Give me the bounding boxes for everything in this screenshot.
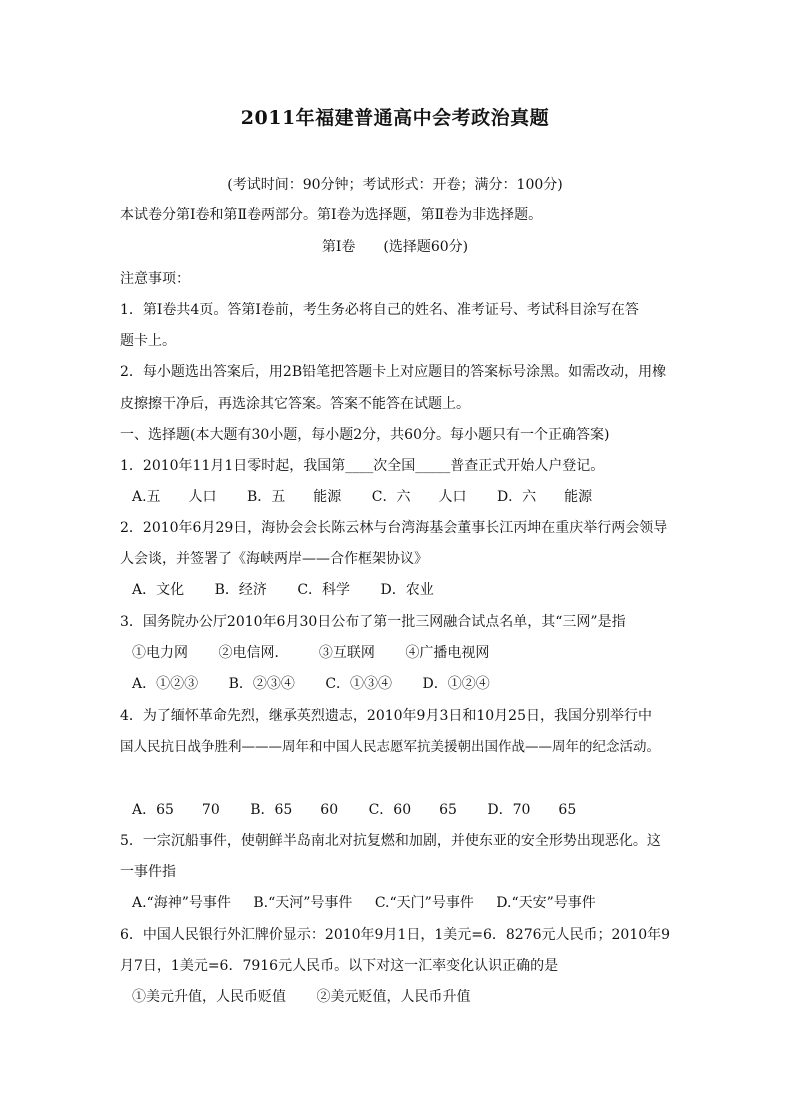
question-6-stem-line-1: 6．中国人民银行外汇牌价显示：2010年9月1日，1美元=6．8276元人民币；2010年9 [120, 927, 671, 943]
question-1-option-d: D．六 能源 [496, 489, 593, 505]
question-5-stem-line-1: 5．一宗沉船事件，使朝鲜半岛南北对抗复燃和加剧，并使东亚的安全形势出现恶化。这 [120, 833, 661, 849]
question-3-statements [132, 643, 489, 663]
question-4-stem-line-2: 国人民抗日战争胜利———周年和中国人民志愿军抗美援朝出国作战——周年的纪念活动。 [120, 739, 660, 755]
notice-1-line-1: 1．第Ⅰ卷共4页。答第Ⅰ卷前，考生务必将自己的姓名、准考证号、考试科目涂写在答 [120, 302, 639, 318]
question-3-options [132, 674, 490, 694]
question-5-option-d: D.“天安”号事件 [496, 895, 596, 911]
section-1-heading: 一、选择题(本大题有30小题，每小题2分，共60分。每小题只有一个正确答案) [120, 427, 610, 443]
question-4-option-a: A．65 70 [132, 802, 220, 818]
question-2-option-c: C．科学 [297, 582, 351, 598]
question-2-option-a: A．文化 [132, 582, 185, 598]
question-3-statement-2: ②电信网． [218, 645, 289, 661]
part1-heading: 第Ⅰ卷 (选择题60分) [321, 239, 469, 255]
question-3-option-b: B．②③④ [228, 676, 295, 692]
question-4-stem-line-1: 4．为了缅怀革命先烈，继承英烈遗志，2010年9月3日和10月25日，我国分别举行中 [120, 708, 652, 724]
question-1-options [132, 487, 592, 507]
question-4-option-b: B．65 60 [250, 802, 339, 818]
question-1-option-a: A.五 人口 [132, 489, 217, 505]
question-2-stem-line-2: 人会谈，并签署了《海峡两岸——合作框架协议》 [120, 551, 428, 567]
paper-structure: 本试卷分第Ⅰ卷和第Ⅱ卷两部分。第Ⅰ卷为选择题，第Ⅱ卷为非选择题。 [120, 207, 543, 223]
question-3-statement-3: ③互联网 [318, 645, 375, 661]
question-3-option-a: A．①②③ [132, 676, 199, 692]
question-4-options [132, 800, 576, 820]
question-4-option-d: D．70 65 [487, 802, 577, 818]
notice-2-line-1: 2．每小题选出答案后，用2B铅笔把答题卡上对应题目的答案标号涂黑。如需改动，用橡 [120, 364, 667, 380]
question-3-option-d: D．①②④ [422, 676, 490, 692]
question-3-statement-1: ①电力网 [132, 645, 188, 661]
notice-title: 注意事项： [120, 271, 190, 287]
question-3-statement-4: ④广播电视网 [405, 645, 490, 661]
exam-info: (考试时间：90分钟；考试形式：开卷；满分：100分) [227, 177, 563, 193]
question-5-option-a: A.“海神”号事件 [132, 895, 231, 911]
question-2-option-d: D．农业 [380, 582, 434, 598]
question-6-statement-1: ①美元升值，人民币贬值 [132, 989, 286, 1005]
question-5-option-c: C.“天门”号事件 [374, 895, 474, 911]
question-5-options [132, 893, 596, 913]
page-title: 2011年福建普通高中会考政治真题 [240, 107, 550, 129]
question-6-statements [132, 987, 470, 1007]
notice-1-line-2: 题卡上。 [120, 333, 176, 349]
question-5-option-b: B.“天河”号事件 [253, 895, 353, 911]
question-1-option-c: C．六 人口 [371, 489, 467, 505]
question-5-stem-line-2: 一事件指 [120, 864, 176, 880]
question-2-option-b: B．经济 [214, 582, 267, 598]
question-4-option-c: C．60 65 [368, 802, 457, 818]
question-1-option-b: B．五 能源 [247, 489, 342, 505]
question-3-option-c: C．①③④ [325, 676, 393, 692]
notice-2-line-2: 皮擦擦干净后，再选涂其它答案。答案不能答在试题上。 [120, 396, 470, 412]
question-6-stem-line-2: 月7日，1美元=6．7916元人民币。以下对这一汇率变化认识正确的是 [120, 958, 559, 974]
question-6-statement-2: ②美元贬值，人民币升值 [316, 989, 471, 1005]
question-1-stem: 1．2010年11月1日零时起，我国第____次全国_____普查正式开始人户登记。 [120, 458, 605, 474]
question-3-stem: 3．国务院办公厅2010年6月30日公布了第一批三网融合试点名单，其“三网”是指 [120, 614, 626, 630]
question-2-options [132, 580, 434, 600]
question-2-stem-line-1: 2．2010年6月29日，海协会会长陈云林与台湾海基会董事长江丙坤在重庆举行两会领导 [120, 520, 668, 536]
